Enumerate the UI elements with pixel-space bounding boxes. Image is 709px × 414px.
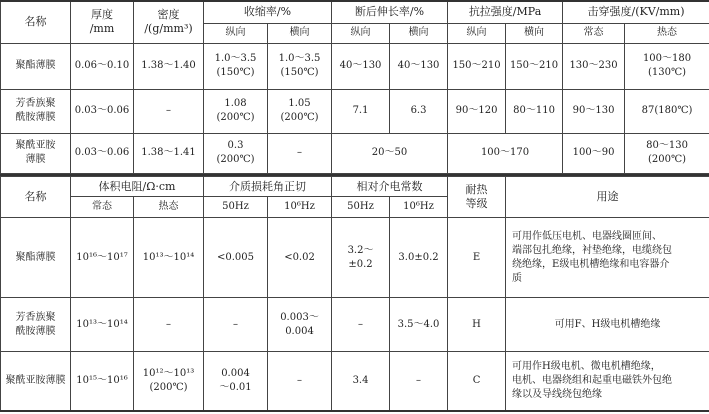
sub-transverse: 横向 (268, 23, 332, 43)
cell-name: 聚酰亚胺薄膜 (1, 352, 71, 411)
cell-tensile-t: 150～210 (506, 43, 563, 89)
cell-perm-1e6: – (390, 352, 448, 411)
col-tensile: 抗拉强度/MPa (448, 1, 563, 23)
col-name: 名称 (1, 1, 71, 43)
sub-50hz: 50Hz (332, 197, 390, 218)
cell-loss-1e6: – (268, 352, 332, 411)
cell-punct-normal: 100～90 (563, 133, 625, 173)
cell-elong-l: 40～130 (332, 43, 390, 89)
col-puncture: 击穿强度/(KV/mm) (563, 1, 709, 23)
cell-use: 可用作H级电机、微电机槽绝缘， 电机、电器绕组和起重电磁铁外包绝 缘以及导线绕包绝缘 (506, 352, 709, 411)
cell-perm-1e6: 3.5～4.0 (390, 298, 448, 352)
cell-loss-50: – (204, 298, 268, 352)
cell-density: 1.38～1.40 (134, 43, 204, 89)
cell-punct-hot: 87(180℃) (625, 89, 709, 133)
cell-shrink-l: 0.3 (200℃) (204, 133, 268, 173)
cell-loss-1e6: 0.003～ 0.004 (268, 298, 332, 352)
table-row (1, 298, 709, 352)
cell-grade: C (448, 352, 506, 411)
cell-density: – (134, 89, 204, 133)
cell-shrink-l: 1.08 (200℃) (204, 89, 268, 133)
sub-transverse: 横向 (390, 23, 448, 43)
cell-res-hot: 10¹³～10¹⁴ (134, 218, 204, 298)
cell-res-hot: 10¹²～10¹³ (200℃) (134, 352, 204, 411)
cell-punct-normal: 90～130 (563, 89, 625, 133)
cell-name: 芳香族聚 酰胺薄膜 (1, 89, 71, 133)
cell-elong: 20～50 (332, 133, 448, 173)
col-thickness: 厚度 /mm (71, 1, 134, 43)
cell-name: 芳香族聚 酰胺薄膜 (1, 298, 71, 352)
cell-shrink-t: 1.0～3.5 (150℃) (268, 43, 332, 89)
cell-density: 1.38～1.41 (134, 133, 204, 173)
cell-res-normal: 10¹³～10¹⁴ (71, 298, 134, 352)
table-row (1, 89, 709, 133)
cell-shrink-t: 1.05 (200℃) (268, 89, 332, 133)
col-density: 密度 /(g/mm³) (134, 1, 204, 43)
cell-tensile-l: 90～120 (448, 89, 506, 133)
cell-perm-1e6: 3.0±0.2 (390, 218, 448, 298)
cell-tensile-l: 150～210 (448, 43, 506, 89)
sub-hot: 热态 (625, 23, 709, 43)
cell-elong-t: 40～130 (390, 43, 448, 89)
table-row (1, 43, 709, 89)
cell-thickness: 0.06～0.10 (71, 43, 134, 89)
cell-tensile-t: 80～110 (506, 89, 563, 133)
cell-loss-1e6: <0.02 (268, 218, 332, 298)
table-row (1, 352, 709, 411)
table-row (1, 218, 709, 298)
cell-res-normal: 10¹⁵～10¹⁶ (71, 352, 134, 411)
cell-shrink-t: – (268, 133, 332, 173)
cell-res-hot: – (134, 298, 204, 352)
cell-use: 可用作低压电机、电器线圈匝间、 端部包扎绝缘，衬垫绝缘，电缆绕包 绕绝缘，E级电机槽绝缘和电容器介 质 (506, 218, 709, 298)
cell-perm-50: 3.4 (332, 352, 390, 411)
film-mechanical-table (0, 0, 709, 174)
cell-perm-50: 3.2～ ±0.2 (332, 218, 390, 298)
sub-hot: 热态 (134, 197, 204, 218)
cell-perm-50: – (332, 298, 390, 352)
sub-longitudinal: 纵向 (204, 23, 268, 43)
cell-loss-50: 0.004 ～0.01 (204, 352, 268, 411)
cell-use: 可用F、H级电机槽绝缘 (506, 298, 709, 352)
sub-normal: 常态 (71, 197, 134, 218)
col-shrink: 收缩率/% (204, 1, 332, 23)
cell-grade: H (448, 298, 506, 352)
cell-grade: E (448, 218, 506, 298)
cell-elong-t: 6.3 (390, 89, 448, 133)
sub-1e6hz: 10⁶Hz (390, 197, 448, 218)
sub-transverse: 横向 (506, 23, 563, 43)
cell-thickness: 0.03～0.06 (71, 133, 134, 173)
cell-loss-50: <0.005 (204, 218, 268, 298)
sub-longitudinal: 纵向 (332, 23, 390, 43)
cell-tensile: 100～170 (448, 133, 563, 173)
table-row (1, 133, 709, 173)
sub-longitudinal: 纵向 (448, 23, 506, 43)
sub-1e6hz: 10⁶Hz (268, 197, 332, 218)
cell-name: 聚酯薄膜 (1, 43, 71, 89)
col-elongation: 断后伸长率/% (332, 1, 448, 23)
cell-shrink-l: 1.0～3.5 (150℃) (204, 43, 268, 89)
cell-name: 聚酯薄膜 (1, 218, 71, 298)
cell-name: 聚酰亚胺 薄膜 (1, 133, 71, 173)
col-name: 名称 (1, 177, 71, 218)
film-electrical-table (0, 176, 709, 412)
cell-res-normal: 10¹⁶～10¹⁷ (71, 218, 134, 298)
col-use: 用途 (506, 177, 709, 218)
col-permittivity: 相对介电常数 (332, 177, 448, 197)
cell-punct-normal: 130～230 (563, 43, 625, 89)
col-loss-tangent: 介质损耗角正切 (204, 177, 332, 197)
cell-elong-l: 7.1 (332, 89, 390, 133)
cell-punct-hot: 80～130 (200℃) (625, 133, 709, 173)
col-heat-grade: 耐热 等级 (448, 177, 506, 218)
cell-thickness: 0.03～0.06 (71, 89, 134, 133)
cell-punct-hot: 100～180 (130℃) (625, 43, 709, 89)
col-resistivity: 体积电阻/Ω·cm (71, 177, 204, 197)
sub-50hz: 50Hz (204, 197, 268, 218)
sub-normal: 常态 (563, 23, 625, 43)
